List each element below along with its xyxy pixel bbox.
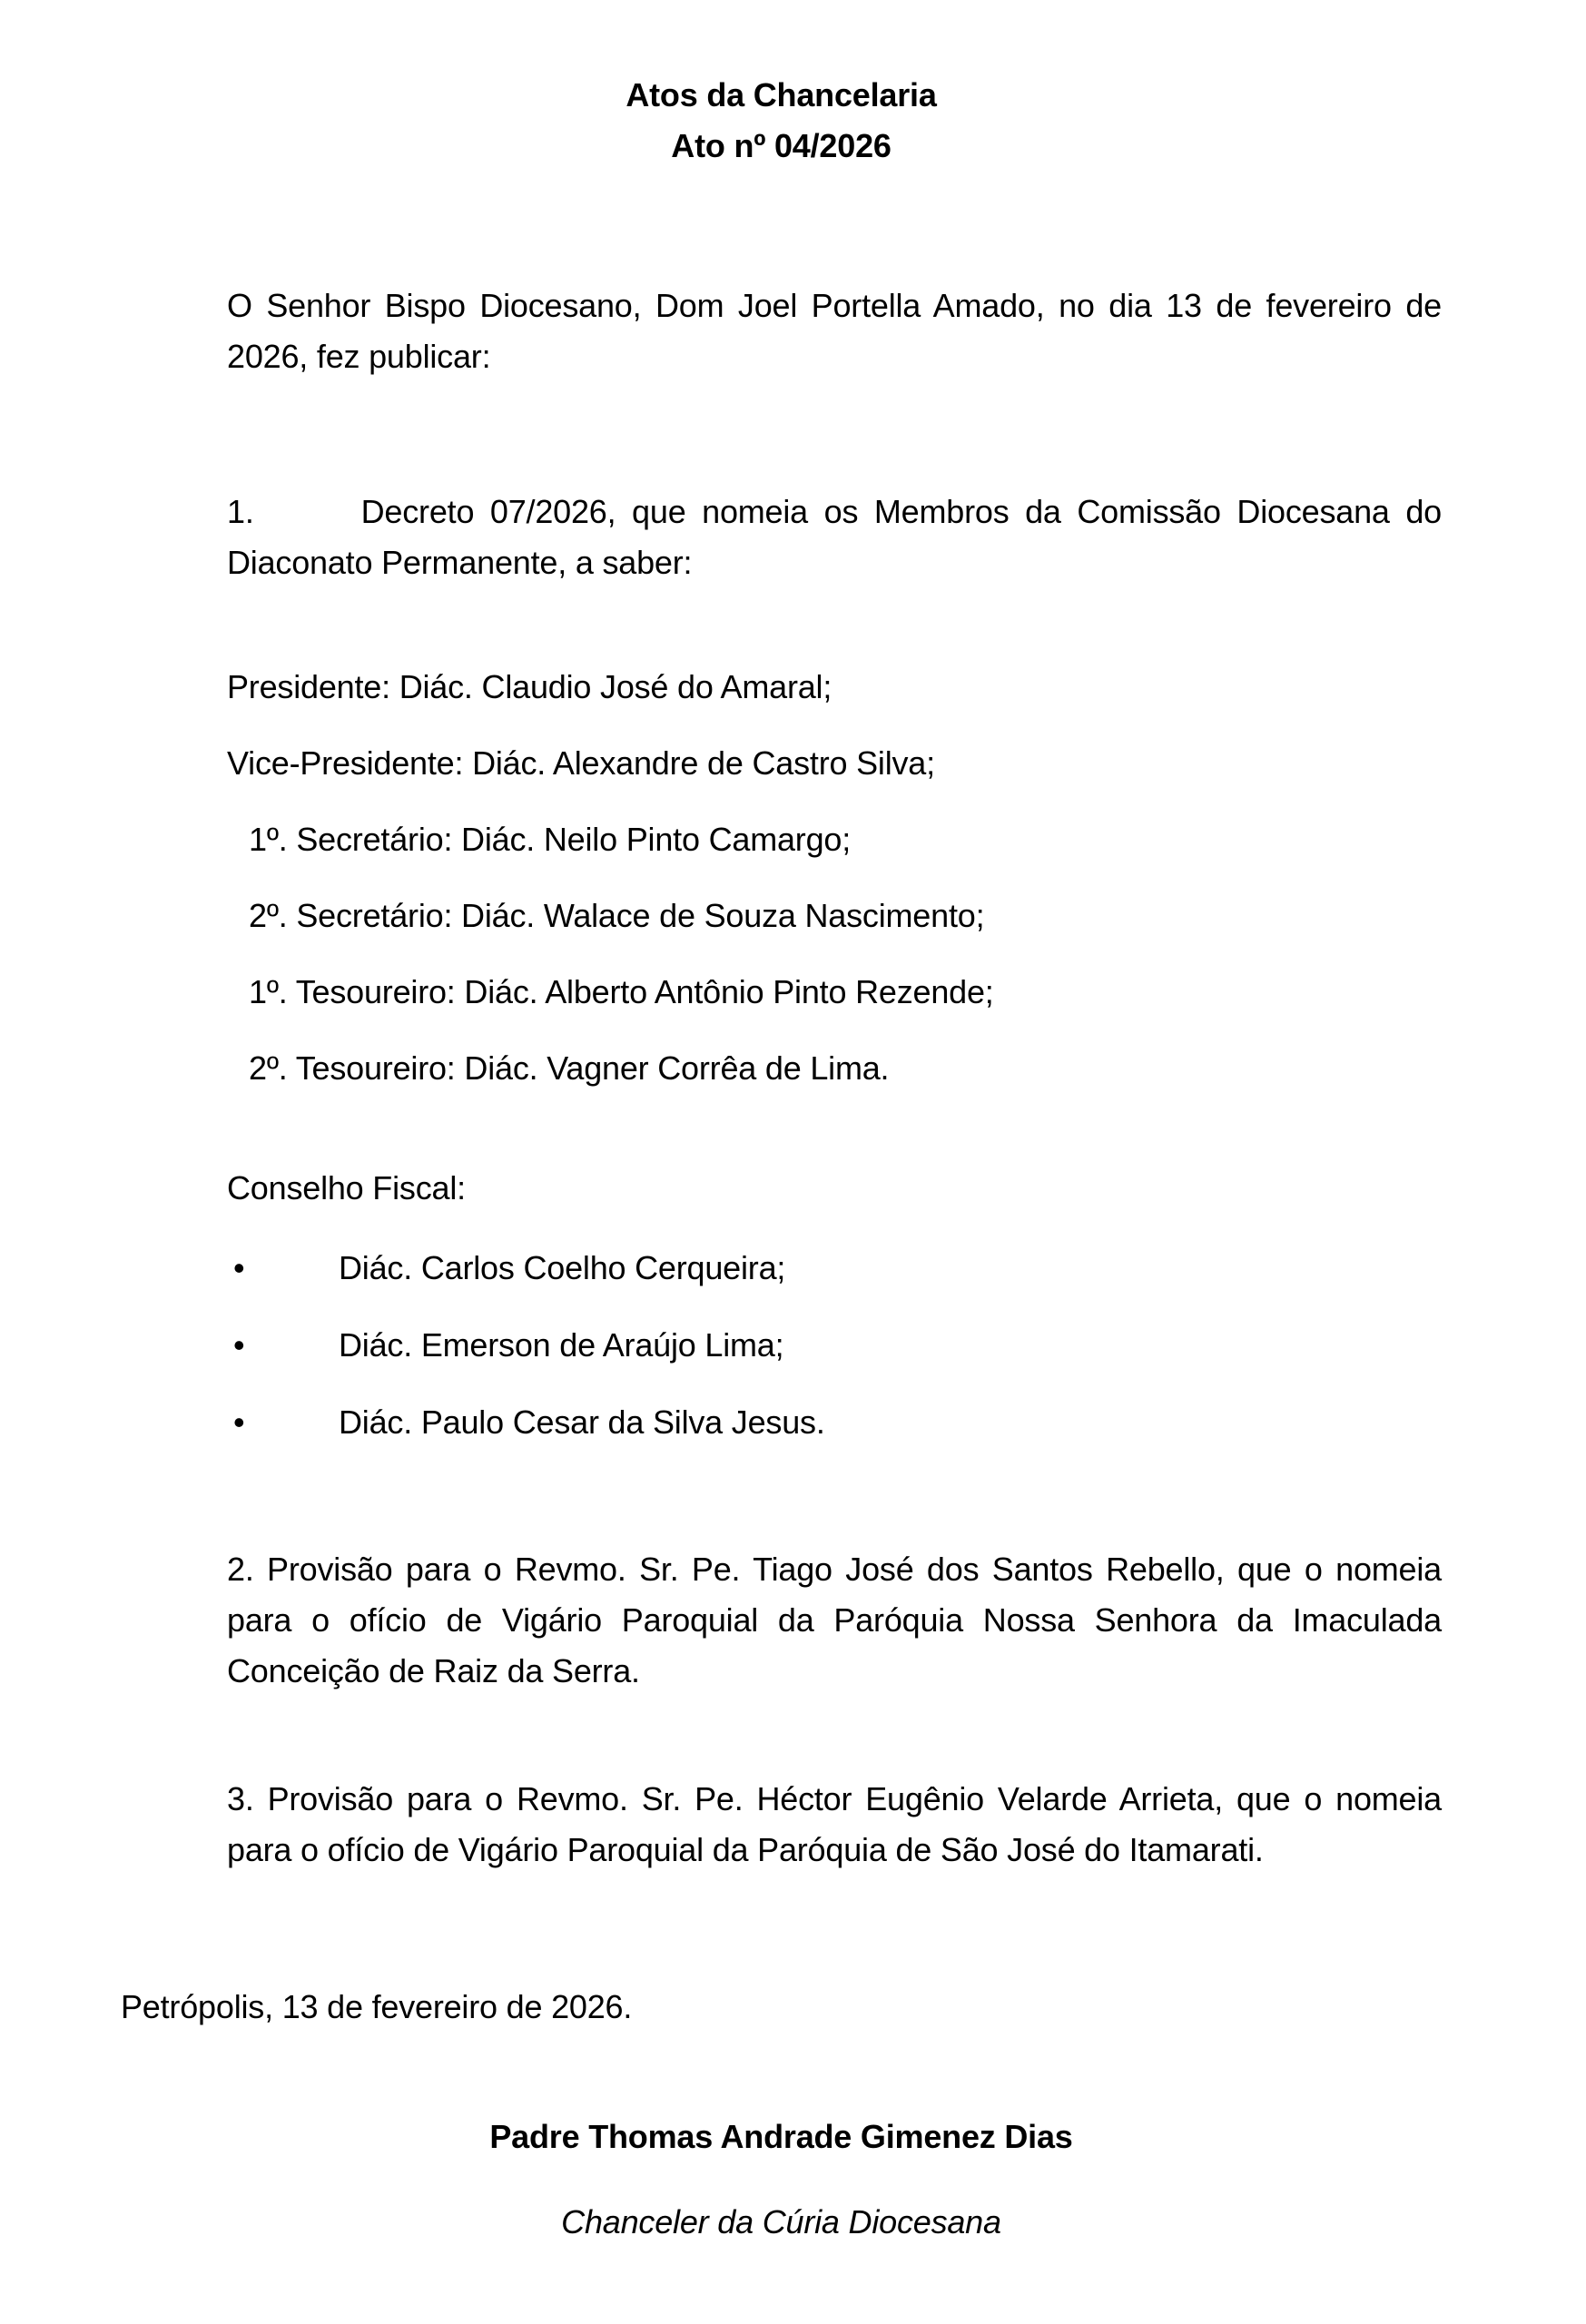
commission-role-second-treasurer: 2º. Tesoureiro: Diác. Vagner Corrêa de Lima. <box>249 1049 890 1087</box>
commission-role-vice-president: Vice-Presidente: Diác. Alexandre de Castro Silva; <box>227 744 935 782</box>
commission-role-first-treasurer: 1º. Tesoureiro: Diác. Alberto Antônio Pinto Rezende; <box>249 973 994 1010</box>
council-heading: Conselho Fiscal: <box>227 1169 466 1206</box>
signature-role: Chanceler da Cúria Diocesana <box>561 2203 1001 2240</box>
commission-role-president: Presidente: Diác. Claudio José do Amaral; <box>227 668 832 705</box>
provision-paragraph-2: 2. Provisão para o Revmo. Sr. Pe. Tiago José dos Santos Rebello, que o nomeia para o ofício de Vigário Paroquial da Paróquia Nossa Senhora da Imaculada Conceição de Raiz da Serra. <box>227 1551 1442 1689</box>
decree-number: 1. <box>227 493 254 530</box>
provision-paragraph-3: 3. Provisão para o Revmo. Sr. Pe. Héctor Eugênio Velarde Arrieta, que o nomeia para o ofício de Vigário Paroquial da Paróquia de São José do Itamarati. <box>227 1780 1442 1868</box>
commission-role-second-secretary: 2º. Secretário: Diác. Walace de Souza Nascimento; <box>249 897 985 934</box>
bullet-marker-icon: • <box>233 1249 245 1286</box>
council-member-name: Diác. Emerson de Araújo Lima; <box>339 1326 784 1364</box>
bullet-marker-icon: • <box>233 1403 245 1441</box>
council-member-item <box>227 1397 1442 1448</box>
signature-name: Padre Thomas Andrade Gimenez Dias <box>489 2118 1073 2155</box>
intro-paragraph: O Senhor Bispo Diocesano, Dom Joel Portella Amado, no dia 13 de fevereiro de 2026, fez publicar: <box>227 287 1442 375</box>
council-member-name: Diác. Carlos Coelho Cerqueira; <box>339 1249 786 1286</box>
decree-paragraph <box>227 487 1442 588</box>
decree-text: Decreto 07/2026, que nomeia os Membros da Comissão Diocesana do Diaconato Permanente, a saber: <box>227 493 1442 581</box>
council-member-name: Diác. Paulo Cesar da Silva Jesus. <box>339 1403 825 1441</box>
document-act-number: Ato nº 04/2026 <box>671 127 892 164</box>
council-member-item <box>227 1243 1442 1294</box>
commission-role-first-secretary: 1º. Secretário: Diác. Neilo Pinto Camargo; <box>249 821 852 858</box>
document-title: Atos da Chancelaria <box>626 76 937 113</box>
place-date-line: Petrópolis, 13 de fevereiro de 2026. <box>121 1988 633 2025</box>
bullet-marker-icon: • <box>233 1326 245 1364</box>
council-member-item <box>227 1320 1442 1371</box>
